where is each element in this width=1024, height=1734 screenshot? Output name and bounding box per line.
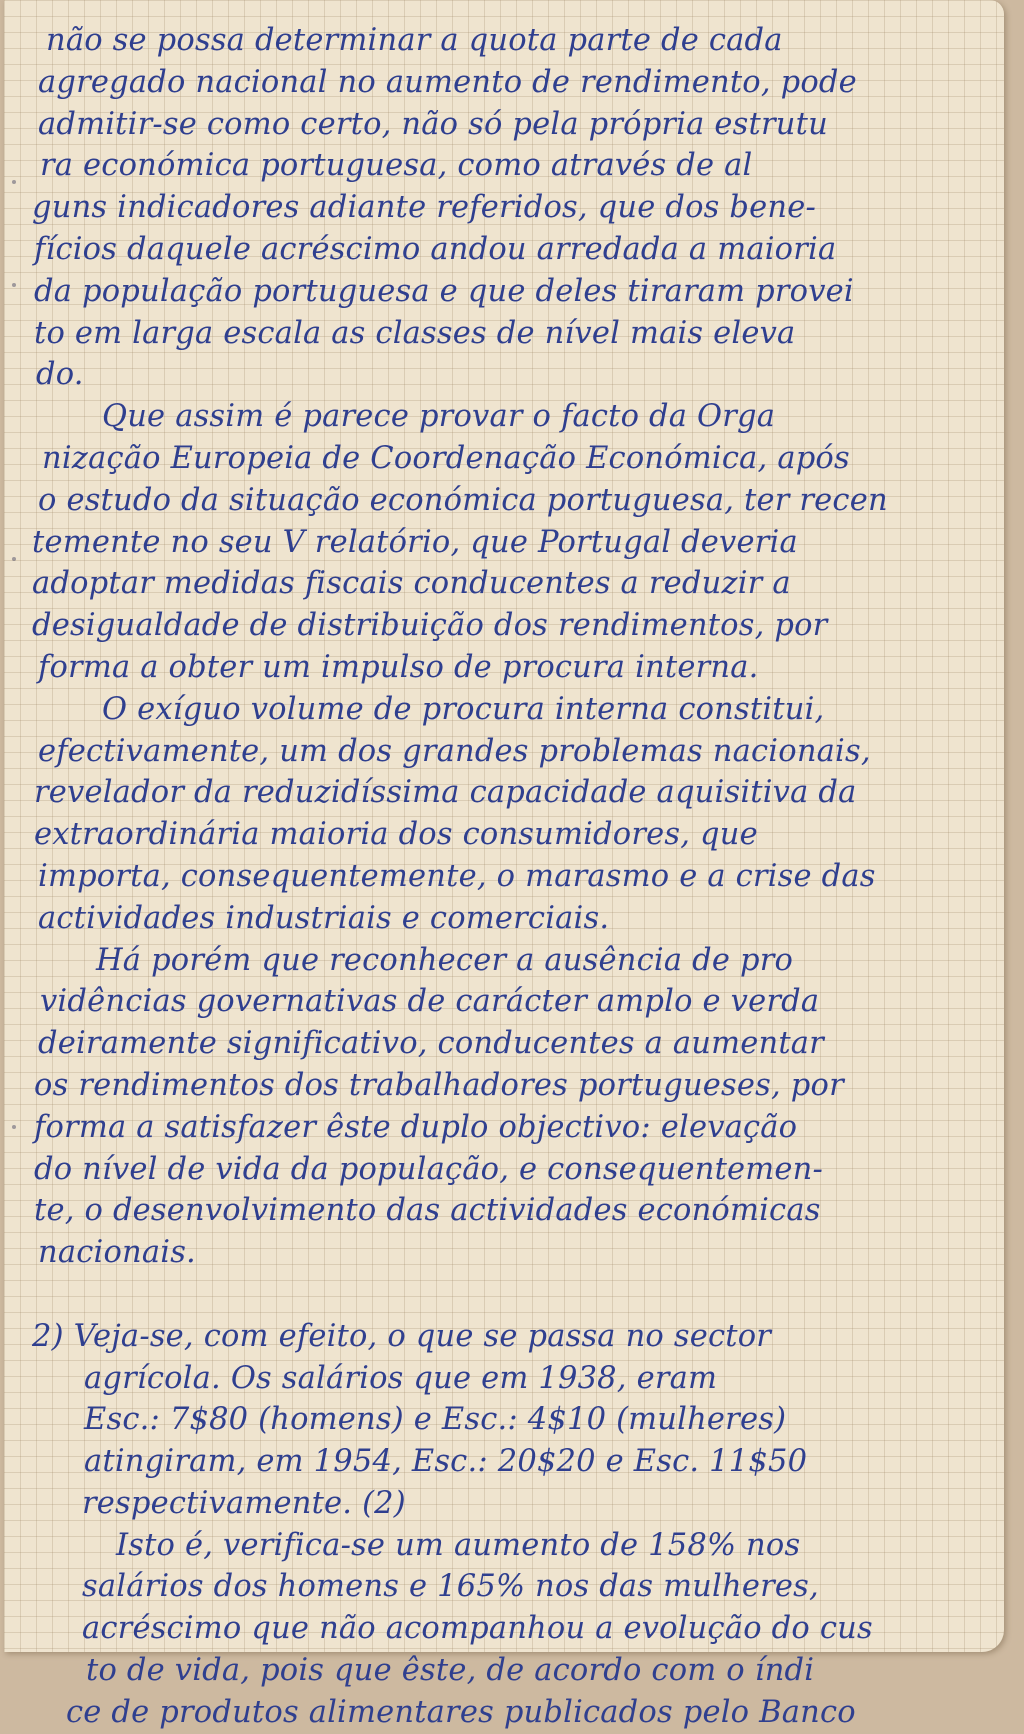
text-line: do.	[36, 357, 84, 393]
text-line: extraordinária maioria dos consumidores, que	[34, 817, 758, 853]
handwritten-text	[32, 20, 982, 1734]
paragraph-block-2	[32, 1316, 982, 1734]
paragraph-block-1	[32, 20, 982, 1274]
text-line: revelador da reduzidíssima capacidade aquisitiva da	[34, 775, 857, 811]
paper-mark	[12, 283, 16, 287]
text-line: actividades industriais e comerciais.	[38, 900, 610, 936]
text-line: te, o desenvolvimento das actividades económicas	[34, 1193, 821, 1229]
text-line: admitir-se como certo, não só pela própria estrutu	[38, 106, 828, 142]
notebook-page	[4, 0, 1004, 1730]
text-line: ce de produtos alimentares publicados pelo Banco	[66, 1694, 856, 1730]
text-line: atingiram, em 1954, Esc.: 20$20 e Esc. 11$50	[84, 1444, 808, 1480]
paper-mark	[12, 1125, 16, 1129]
text-line: nização Europeia de Coordenação Económica, após	[42, 440, 850, 476]
text-line: adoptar medidas fiscais conducentes a reduzir a	[32, 566, 791, 602]
text-line: desigualdade de distribuição dos rendimentos, por	[32, 608, 828, 644]
text-line: do nível de vida da população, e consequentemen-	[34, 1151, 824, 1187]
text-line: agrícola. Os salários que em 1938, eram	[84, 1360, 718, 1396]
paper-mark	[12, 180, 16, 184]
text-line: vidências governativas de carácter amplo e verda	[40, 984, 820, 1020]
text-line: O exíguo volume de procura interna constitui,	[102, 691, 825, 727]
text-line: efectivamente, um dos grandes problemas nacionais,	[38, 733, 871, 769]
text-line: Esc.: 7$80 (homens) e Esc.: 4$10 (mulheres)	[84, 1402, 787, 1438]
text-line: o estudo da situação económica portuguesa, ter recen	[38, 482, 888, 518]
paragraph-spacer	[32, 1274, 982, 1316]
text-line: to de vida, pois que êste, de acordo com o índi	[86, 1653, 815, 1689]
text-line: Que assim é parece provar o facto da Orga	[102, 399, 776, 435]
text-line: não se possa determinar a quota parte de cada	[46, 23, 783, 58]
text-line: da população portuguesa e que deles tiraram provei	[34, 273, 854, 309]
text-line: os rendimentos dos trabalhadores portugueses, por	[34, 1067, 844, 1103]
text-line: to em larga escala as classes de nível mais eleva	[34, 315, 796, 351]
paper-mark	[12, 557, 16, 561]
text-line: salários dos homens e 165% nos das mulheres,	[82, 1569, 819, 1605]
text-line: temente no seu V relatório, que Portugal deveria	[32, 524, 798, 560]
text-line: ra económica portuguesa, como através de al	[40, 148, 753, 184]
text-line: forma a satisfazer êste duplo objectivo: elevação	[34, 1109, 798, 1145]
text-line: agregado nacional no aumento de rendimento, pode	[38, 64, 857, 100]
text-line: acréscimo que não acompanhou a evolução do cus	[82, 1611, 873, 1647]
text-line: forma a obter um impulso de procura interna.	[38, 649, 759, 685]
text-line: 2) Veja-se, com efeito, o que se passa no sector	[32, 1318, 772, 1354]
text-line: nacionais.	[38, 1235, 196, 1271]
text-line: deiramente significativo, conducentes a aumentar	[38, 1026, 824, 1062]
text-line: guns indicadores adiante referidos, que dos bene-	[32, 190, 817, 226]
text-line: respectivamente. (2)	[82, 1485, 406, 1521]
text-line: importa, consequentemente, o marasmo e a crise das	[38, 858, 876, 894]
text-line: fícios daquele acréscimo andou arredada a maioria	[34, 231, 837, 267]
text-line: Isto é, verifica-se um aumento de 158% nos	[116, 1527, 801, 1563]
text-line: Há porém que reconhecer a ausência de pro	[96, 942, 794, 978]
